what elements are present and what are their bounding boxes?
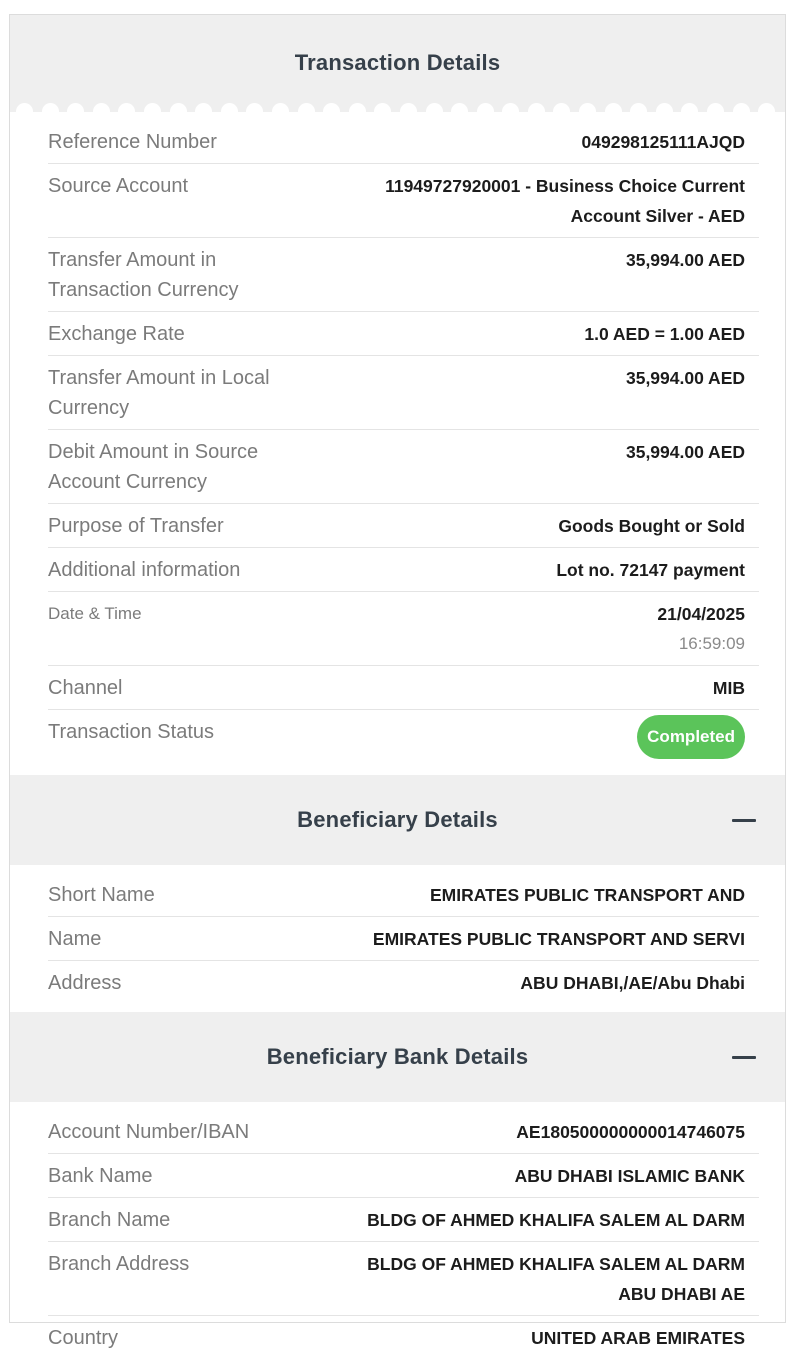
short-name-label: Short Name [48,884,155,906]
scallop-bump [707,103,724,120]
bank-name-label: Bank Name [48,1165,153,1187]
beneficiary-bank-details-title: Beneficiary Bank Details [266,1044,529,1069]
beneficiary-bank-details-header[interactable] [10,1012,785,1102]
scallop-bump [323,103,340,120]
address-value: ABU DHABI,/AE/Abu Dhabi [520,973,745,993]
row-reference-number [48,120,759,164]
row-additional-info [48,548,759,592]
branch-address-value: BLDG OF AHMED KHALIFA SALEM AL DARM ABU DHABI AE [367,1254,745,1304]
row-branch-name [48,1198,759,1242]
scallop-bump [221,103,238,120]
channel-value: MIB [712,678,745,698]
scallop-bump [16,103,33,120]
bank-name-value: ABU DHABI ISLAMIC BANK [514,1166,745,1186]
additional-info-value: Lot no. 72147 payment [556,560,745,580]
row-short-name [48,873,759,917]
transaction-details-header [10,15,785,112]
transfer-amount-local-label: Transfer Amount in Local Currency [48,367,270,419]
transfer-amount-txn-label: Transfer Amount in Transaction Currency [48,249,239,301]
name-label: Name [48,928,102,950]
beneficiary-details-title: Beneficiary Details [297,807,498,832]
scallop-bump [733,103,750,120]
row-transfer-amount-local [48,356,759,430]
scallop-bump [605,103,622,120]
scallop-bump [93,103,110,120]
account-number-label: Account Number/IBAN [48,1121,250,1143]
row-transaction-status [48,710,759,765]
status-badge: Completed [637,715,745,759]
row-branch-address [48,1242,759,1316]
minus-icon [732,1056,756,1059]
transfer-amount-local-value: 35,994.00 AED [625,368,745,388]
transaction-details-title: Transaction Details [294,49,501,75]
additional-info-label: Additional information [48,559,241,581]
country-label: Country [48,1327,119,1349]
transaction-details-list [10,112,785,775]
row-transfer-amount-txn [48,238,759,312]
beneficiary-details-list [10,865,785,1012]
address-label: Address [48,972,122,994]
source-account-label: Source Account [48,175,189,197]
beneficiary-bank-details-list [10,1102,785,1359]
scallop-bump [400,103,417,120]
scallop-bump [298,103,315,120]
row-name [48,917,759,961]
row-channel [48,666,759,710]
scallop-bump [579,103,596,120]
row-debit-amount [48,430,759,504]
transfer-amount-txn-value: 35,994.00 AED [625,250,745,270]
transaction-status-value [637,717,745,759]
debit-amount-label: Debit Amount in Source Account Currency [48,441,259,493]
branch-name-value: BLDG OF AHMED KHALIFA SALEM AL DARM [367,1210,745,1230]
time-value: 16:59:09 [678,634,745,653]
bank-collapse-button[interactable] [731,1044,757,1070]
channel-label: Channel [48,677,123,699]
debit-amount-value: 35,994.00 AED [625,442,745,462]
account-number-value: AE180500000000014746075 [516,1122,745,1142]
row-account-number [48,1110,759,1154]
scallop-bump [477,103,494,120]
scallop-bump [349,103,366,120]
name-value: EMIRATES PUBLIC TRANSPORT AND SERVI [372,929,745,949]
row-date-time [48,592,759,666]
scallop-bump [451,103,468,120]
transaction-receipt-card [9,14,786,1349]
exchange-rate-label: Exchange Rate [48,323,185,345]
purpose-value: Goods Bought or Sold [558,516,745,536]
scalloped-edge [10,103,785,113]
row-country [48,1316,759,1359]
scallop-bump [144,103,161,120]
row-bank-name [48,1154,759,1198]
short-name-value: EMIRATES PUBLIC TRANSPORT AND [430,885,745,905]
scallop-bump [42,103,59,120]
row-address [48,961,759,1004]
row-exchange-rate [48,312,759,356]
beneficiary-details-header[interactable] [10,775,785,865]
scallop-bump [272,103,289,120]
purpose-label: Purpose of Transfer [48,515,224,537]
country-value: UNITED ARAB EMIRATES [531,1328,745,1348]
date-value: 21/04/2025 [657,604,745,624]
date-time-label: Date & Time [48,604,142,623]
date-time-value [657,599,745,659]
scallop-bump [656,103,673,120]
exchange-rate-value: 1.0 AED = 1.00 AED [584,324,745,344]
scallop-bump [426,103,443,120]
minus-icon [732,819,756,822]
row-source-account [48,164,759,238]
beneficiary-collapse-button[interactable] [731,807,757,833]
transaction-status-label: Transaction Status [48,721,215,743]
reference-number-label: Reference Number [48,131,217,153]
row-purpose [48,504,759,548]
source-account-value: 11949727920001 - Business Choice Current Account Silver - AED [385,176,745,226]
scallop-bump [170,103,187,120]
scallop-bump [528,103,545,120]
branch-name-label: Branch Name [48,1209,171,1231]
reference-number-value: 049298125111AJQD [581,132,745,152]
branch-address-label: Branch Address [48,1253,190,1275]
